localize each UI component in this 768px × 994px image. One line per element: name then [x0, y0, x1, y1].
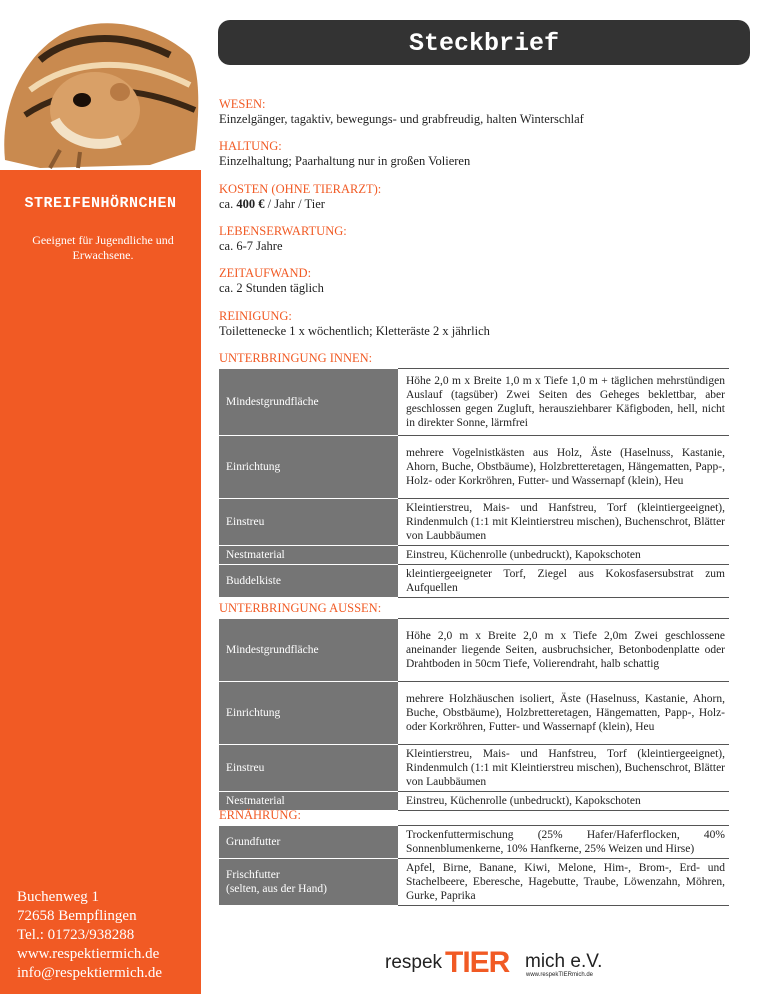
fact-reinigung — [219, 309, 490, 339]
row-key: Grundfutter — [219, 826, 398, 859]
fact-value: ca. 6-7 Jahre — [219, 239, 283, 253]
contact-address — [17, 888, 162, 983]
address-email: info@respektiermich.de — [17, 965, 163, 981]
fact-label: WESEN: — [219, 97, 266, 111]
sidebar — [0, 170, 201, 994]
fact-value: Einzelgänger, tagaktiv, bewegungs- und grabfreudig, halten Winterschlaf — [219, 112, 584, 126]
fact-label: HALTUNG: — [219, 139, 282, 153]
fact-value — [219, 197, 381, 212]
address-website: www.respektiermich.de — [17, 946, 160, 962]
table-row — [219, 435, 729, 498]
row-key: Mindestgrundfläche — [219, 619, 398, 682]
fact-label: KOSTEN (OHNE TIERARZT): — [219, 182, 382, 196]
logo-url: www.respekTIERmich.de — [526, 972, 594, 978]
fact-kosten — [219, 182, 381, 212]
row-key: Einstreu — [219, 498, 398, 545]
row-value: Trockenfuttermischung (25% Hafer/Haferflocken, 40% Sonnenblumenkerne, 10% Hanfkerne, 25% Weizen und Hirse) — [398, 826, 729, 859]
row-key-main: Frischfutter — [226, 869, 280, 881]
kosten-suffix: / Jahr / Tier — [264, 197, 325, 211]
row-key: Mindestgrundfläche — [219, 369, 398, 436]
row-key-note: (selten, aus der Hand) — [226, 883, 327, 895]
table-ernaehrung — [219, 825, 729, 906]
row-value: kleintiergeeigneter Torf, Ziegel aus Kokosfasersubstrat zum Aufquellen — [398, 564, 729, 597]
table-row — [219, 681, 729, 744]
fact-value: ca. 2 Stunden täglich — [219, 281, 324, 295]
row-key: Einrichtung — [219, 435, 398, 498]
table-innen — [219, 368, 729, 598]
row-value: Höhe 2,0 m x Breite 2,0 m x Tiefe 2,0m Zwei geschlossene aneinander liegende Seiten, ausbruchsicher, Betonbodenplatte oder Drahtboden in 50cm Tiefe, Volierendraht, halb schattig — [398, 619, 729, 682]
table-aussen — [219, 618, 729, 811]
fact-label: LEBENSERWARTUNG: — [219, 224, 347, 238]
table-row — [219, 619, 729, 682]
chipmunk-photo — [0, 0, 201, 170]
logo-text-mich: mich e.V. — [525, 951, 603, 972]
table-row — [219, 369, 729, 436]
respektiermich-logo — [385, 948, 603, 980]
table-row — [219, 564, 729, 597]
section-heading-ernaehrung: ERNÄHRUNG: — [219, 808, 301, 822]
table-row — [219, 744, 729, 791]
row-key: Nestmaterial — [219, 545, 398, 564]
row-value: Einstreu, Küchenrolle (unbedruckt), Kapokschoten — [398, 791, 729, 810]
row-key: Nestmaterial — [219, 791, 398, 810]
row-value: Einstreu, Küchenrolle (unbedruckt), Kapokschoten — [398, 545, 729, 564]
row-value: mehrere Vogelnistkästen aus Holz, Äste (Haselnuss, Kastanie, Ahorn, Buche, Obstbäume), Holzbretteretagen, Hängematten, Papp-, Holz- oder Korkröhren, Futter- und Wassernapf (klein), Heu — [398, 435, 729, 498]
row-value: Kleintierstreu, Mais- und Hanfstreu, Torf (kleintiergeeignet), Rindenmulch (1:1 mit Kleintierstreu mischen), Buchenschrot, Blätter von Laubbäumen — [398, 744, 729, 791]
row-value: mehrere Holzhäuschen isoliert, Äste (Haselnuss, Kastanie, Ahorn, Buche, Obstbäume), Holzbretteretagen, Hängematten, Papp-, Holz- oder Korkröhren, Futter- und Wassernapf (klein), Heu — [398, 681, 729, 744]
kosten-prefix: ca. — [219, 197, 237, 211]
table-row — [219, 859, 729, 906]
fact-lebenserwartung — [219, 224, 347, 254]
kosten-amount: 400 € — [236, 197, 265, 211]
row-key — [219, 859, 398, 906]
fact-label: ZEITAUFWAND: — [219, 266, 312, 280]
row-key: Einrichtung — [219, 681, 398, 744]
row-value: Kleintierstreu, Mais- und Hanfstreu, Torf (kleintiergeeignet), Rindenmulch (1:1 mit Kleintierstreu mischen), Buchenschrot, Blätter von Laubbäumen — [398, 498, 729, 545]
fact-zeitaufwand — [219, 266, 324, 296]
fact-value: Einzelhaltung; Paarhaltung nur in großen Volieren — [219, 154, 471, 168]
section-heading-innen: UNTERBRINGUNG INNEN: — [219, 351, 373, 365]
fact-haltung — [219, 139, 470, 169]
logo-text-respek: respek — [385, 952, 443, 973]
section-heading-aussen: UNTERBRINGUNG AUSSEN: — [219, 601, 382, 615]
address-city: 72658 Bempflingen — [17, 908, 137, 924]
logo-text-tier: TIER — [445, 946, 510, 979]
fact-label: REINIGUNG: — [219, 309, 292, 323]
row-value: Höhe 2,0 m x Breite 1,0 m x Tiefe 1,0 m + täglichen mehrstündigen Auslauf (tagsüber) Zwei Seiten des Geheges beklettbar, aber geschlossen gegen Zugluft, herausziehbarer Käfigboden, hell, nicht in direkter Sonne, lärmfrei — [398, 369, 729, 436]
table-row — [219, 826, 729, 859]
fact-value: Toilettenecke 1 x wöchentlich; Kletteräste 2 x jährlich — [219, 324, 490, 338]
row-key: Buddelkiste — [219, 564, 398, 597]
animal-name: STREIFENHÖRNCHEN — [24, 195, 177, 212]
table-row — [219, 498, 729, 545]
address-street: Buchenweg 1 — [17, 889, 100, 905]
suitability-note: Geeignet für Jugendliche und Erwachsene. — [32, 233, 174, 262]
row-value: Apfel, Birne, Banane, Kiwi, Melone, Him-, Brom-, Erd- und Stachelbeere, Eberesche, Hagebutte, Traube, Löwenzahn, Möhren, Gurke, Paprika — [398, 859, 729, 906]
address-phone: Tel.: 01723/938288 — [17, 927, 135, 943]
table-row — [219, 545, 729, 564]
page-title: Steckbrief — [218, 20, 750, 65]
fact-wesen — [219, 97, 584, 127]
row-key: Einstreu — [219, 744, 398, 791]
